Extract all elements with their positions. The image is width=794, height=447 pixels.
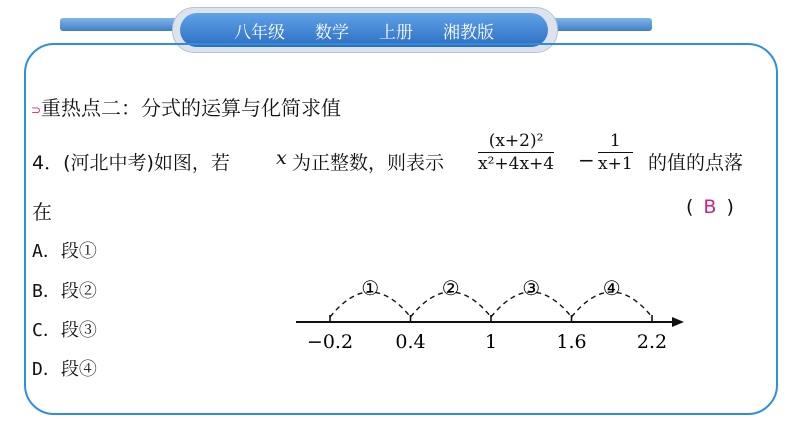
- question-continued: 在: [32, 200, 52, 224]
- segment-label: ④: [602, 276, 621, 300]
- header-bar-right: [552, 18, 652, 31]
- tick-label: 0.4: [395, 331, 426, 353]
- fraction-one-denominator: x²+4x+4: [478, 154, 555, 174]
- option-c: C．段③: [32, 320, 97, 341]
- fraction-two-numerator: 1: [609, 131, 621, 151]
- segment-label: ①: [361, 276, 380, 300]
- question-variable: x: [276, 147, 287, 169]
- header-volume: 上册: [379, 22, 413, 43]
- tick-label: −0.2: [306, 331, 354, 353]
- number-line-figure: [290, 268, 690, 358]
- fraction-one-bar: [478, 152, 554, 153]
- fraction-two-denominator: x+1: [598, 154, 633, 174]
- header-pill: [180, 13, 548, 47]
- tick-label: 1.6: [556, 331, 587, 353]
- tick-label: 2.2: [636, 331, 668, 353]
- question-prefix: 4．(河北中考)如图，若: [32, 152, 230, 174]
- tick-label: 1: [484, 331, 498, 353]
- fraction-two: [598, 131, 633, 174]
- fraction-one: [478, 131, 554, 174]
- section-title: 重热点二：分式的运算与化简求值: [41, 96, 341, 120]
- answer-paren-open: (: [686, 196, 694, 218]
- number-line-arrow-icon: [672, 317, 684, 327]
- segment-label: ②: [441, 276, 460, 300]
- answer-choice: B: [703, 196, 717, 218]
- question-middle: 为正整数，则表示: [292, 152, 445, 174]
- option-b: B．段②: [32, 281, 97, 302]
- answer-parentheses: [686, 196, 734, 218]
- header-subject: 数学: [315, 22, 349, 43]
- header-edition: 湘教版: [443, 22, 494, 43]
- fraction-one-numerator: (x+2)²: [488, 131, 544, 151]
- option-a: A．段①: [32, 241, 97, 262]
- segment-label: ③: [522, 276, 541, 300]
- answer-paren-close: ): [726, 196, 734, 218]
- fraction-two-bar: [598, 152, 633, 153]
- header-bar-left: [60, 18, 180, 31]
- header-grade: 八年级: [234, 22, 285, 43]
- question-suffix: 的值的点落: [648, 152, 744, 174]
- option-d: D．段④: [32, 359, 97, 380]
- section-mark-icon: ⊃: [31, 103, 42, 117]
- minus-sign: −: [578, 148, 595, 172]
